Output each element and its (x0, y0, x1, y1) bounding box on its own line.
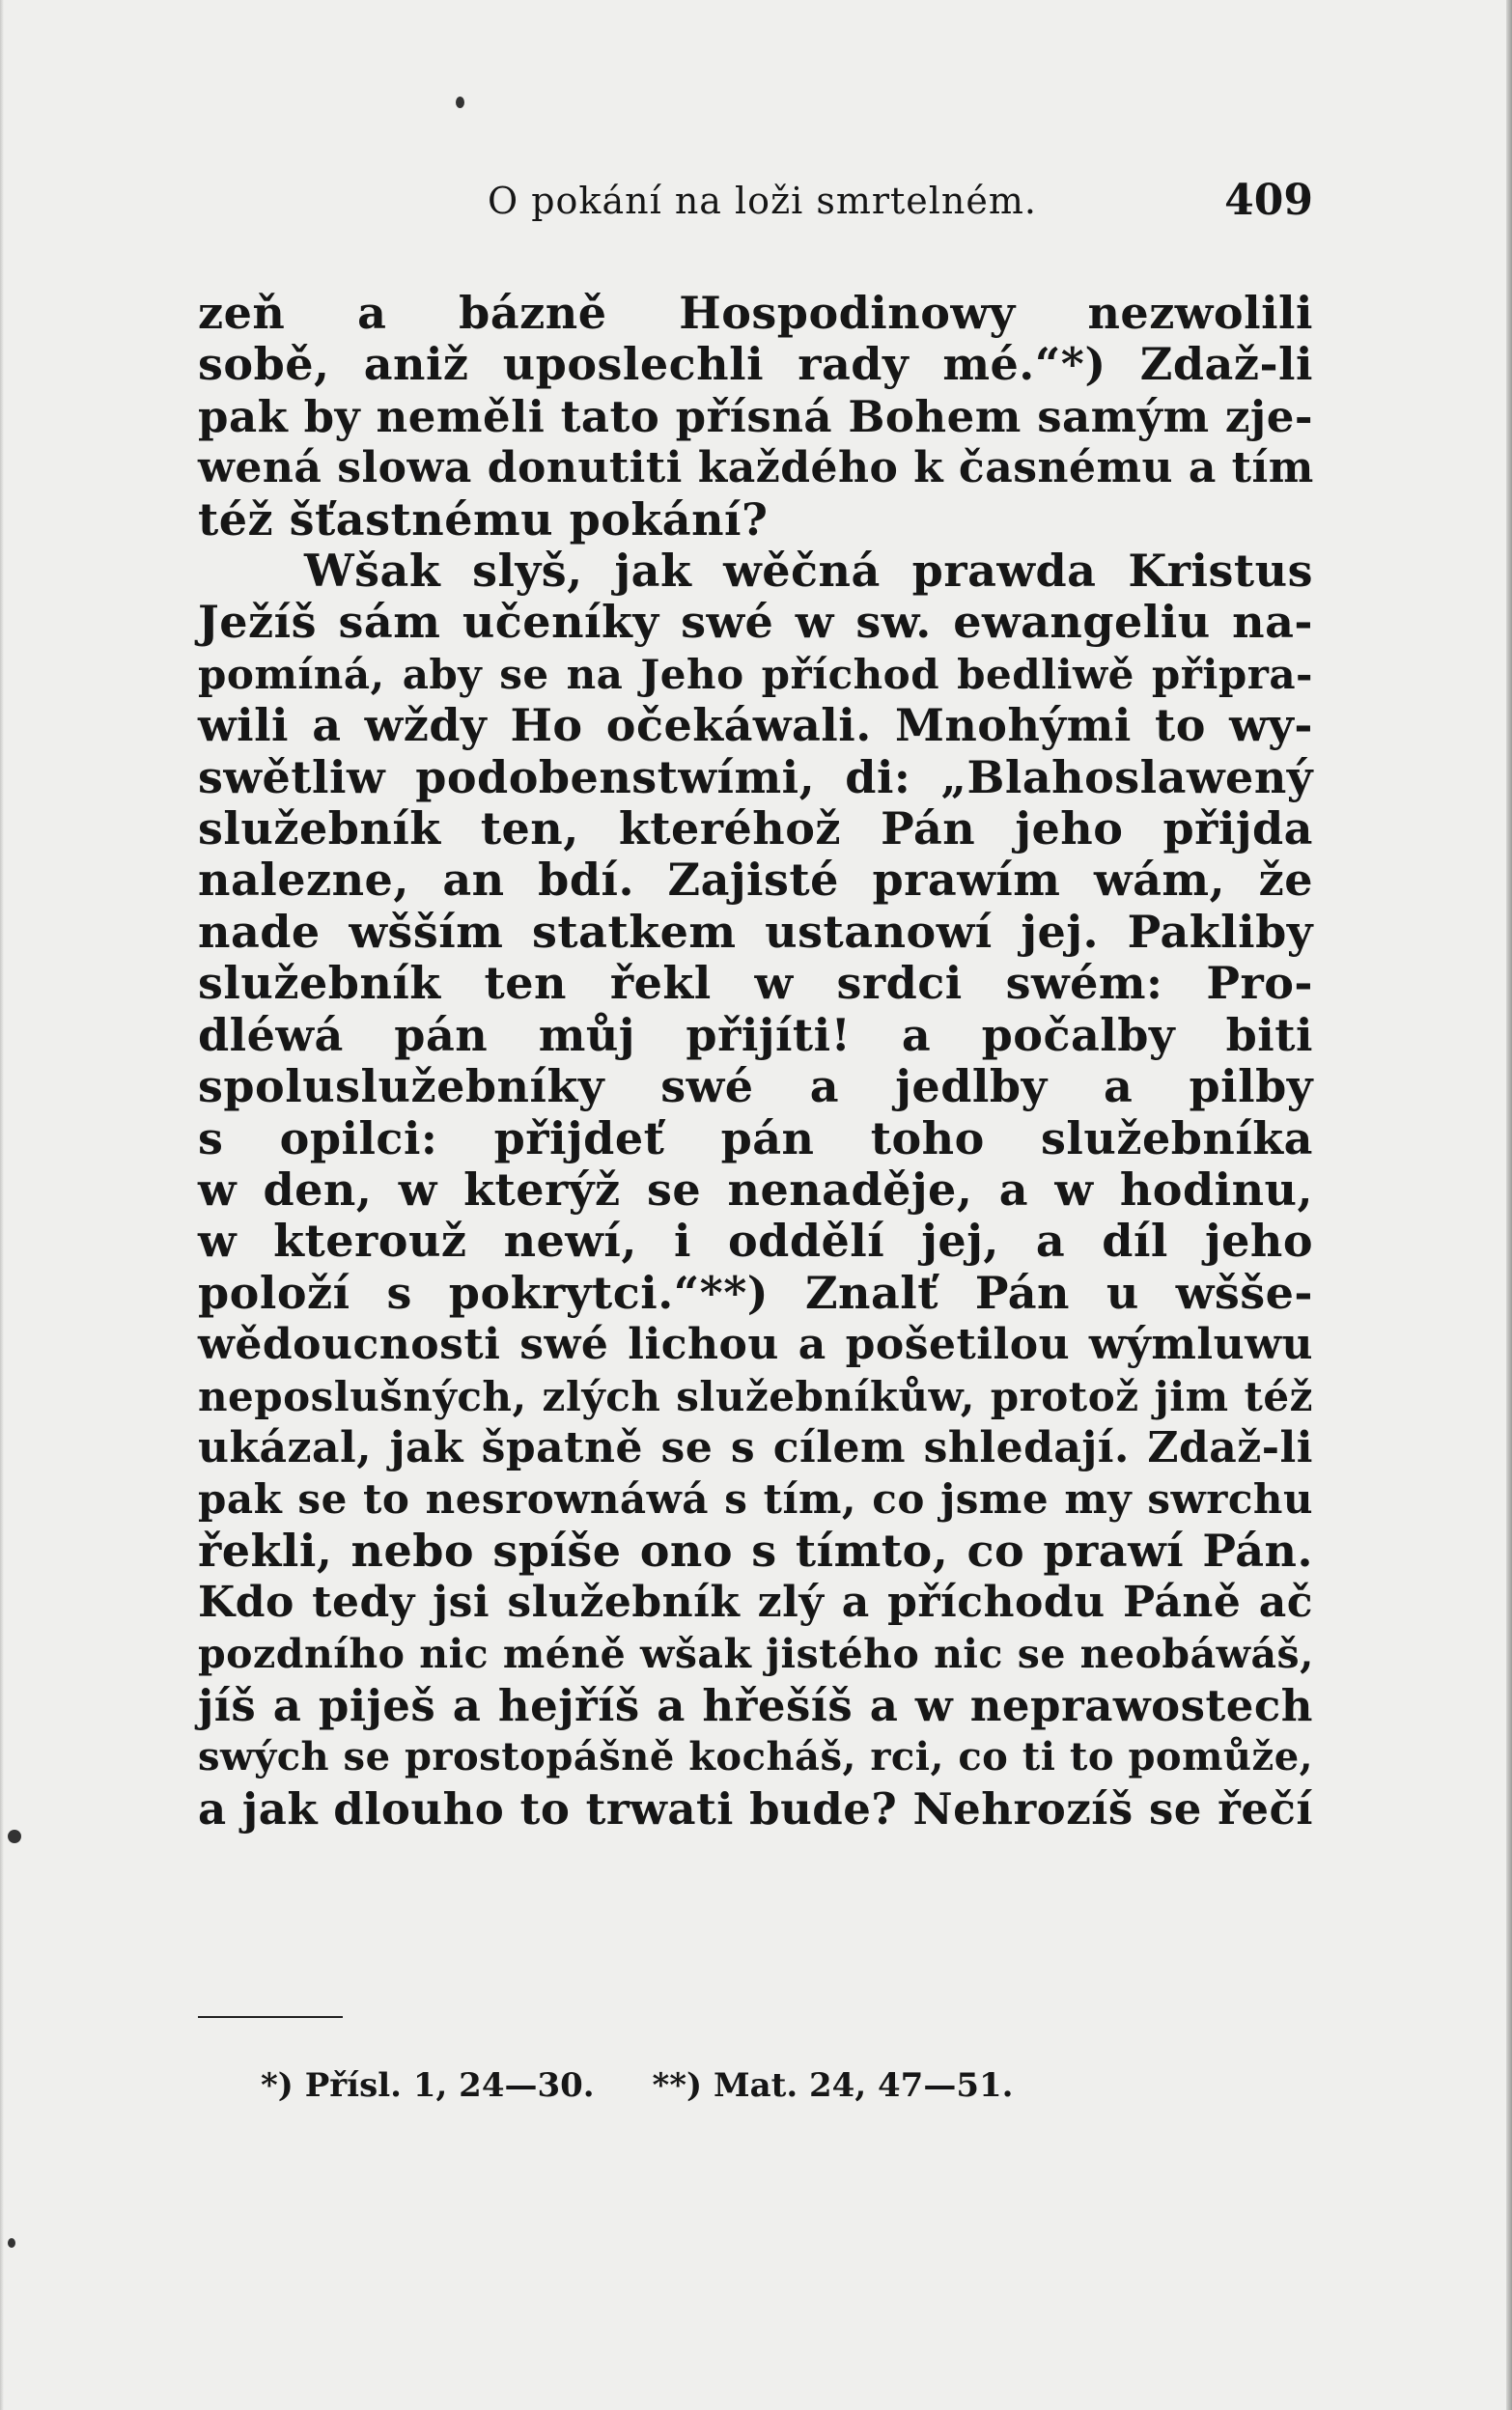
text-line: též šťastnému pokání? (198, 492, 769, 546)
text-line: wili a wždy Ho očekáwali. Mnohými to wy- (198, 699, 1313, 752)
scan-speck (8, 2238, 15, 2248)
footnote: *) Přísl. 1, 24—30. (261, 2066, 595, 2105)
text-line: spoluslužebníky swé a jedlby a pilby (198, 1060, 1313, 1113)
page-header (198, 176, 1313, 238)
text-line: swých se prostopášně kocháš, rci, co ti to pomůže, (198, 1734, 1314, 1780)
text-line: pomíná, aby se na Jeho příchod bedliwě připra- (198, 650, 1313, 698)
text-line: pozdního nic méně wšak jistého nic se neobáwáš, (198, 1630, 1314, 1677)
text-line: wědoucnosti swé lichou a pošetilou wýmluwu (198, 1320, 1313, 1370)
text-line: s opilci: přijdeť pán toho služebníka (198, 1111, 1313, 1164)
text-line: položí s pokrytci.“**) Znalť Pán u wšše- (198, 1266, 1313, 1319)
text-line: pak by neměli tato přísná Bohem samým zje- (198, 390, 1313, 442)
text-line: řekli, nebo spíše ono s tímto, co prawí Pán. (198, 1524, 1313, 1577)
text-line: Kdo tedy jsi služebník zlý a příchodu Páně ač (198, 1578, 1313, 1628)
text-line: jíš a piješ a hejříš a hřešíš a w neprawostech (198, 1679, 1313, 1731)
text-line: Ježíš sám učeníky swé w sw. ewangeliu na- (198, 596, 1313, 649)
footnote: **) Mat. 24, 47—51. (652, 2066, 1014, 2105)
text-line: swětliw podobenstwími, di: „Blahoslawený (198, 750, 1313, 803)
text-line: služebník ten řekl w srdci swém: Pro- (198, 957, 1313, 1010)
text-line: w den, w kterýž se nenaděje, a w hodinu, (198, 1163, 1313, 1216)
text-line: a jak dlouho to trwati bude? Nehrozíš se řečí (198, 1782, 1313, 1835)
text-line: sobě, aniž uposlechli rady mé.“*) Zdaž-li (198, 338, 1313, 391)
text-line: nalezne, an bdí. Zajisté prawím wám, že (198, 854, 1313, 907)
scan-edge-left (0, 0, 4, 2410)
scan-speck (456, 97, 464, 108)
text-line: Wšak slyš, jak wěčná prawda Kristus (304, 545, 1313, 598)
scan-speck (8, 1830, 21, 1843)
text-line: služebník ten, kteréhož Pán jeho přijda (198, 802, 1313, 855)
scan-edge-right (1506, 0, 1512, 2410)
page-number: 409 (1224, 176, 1313, 225)
text-line: ukázal, jak špatně se s cílem shledají. Zdaž-li (198, 1422, 1313, 1472)
footnotes (261, 2066, 1013, 2105)
text-line: nade wšším statkem ustanowí jej. Pakliby (198, 905, 1313, 958)
text-line: neposlušných, zlých služebníkůw, protož jim též (198, 1372, 1313, 1420)
text-line: wená slowa donutiti každého k časnému a tím (198, 443, 1314, 493)
body-text (198, 288, 1313, 1835)
footnote-divider (198, 2016, 343, 2018)
text-line: zeň a bázně Hospodinowy nezwolili (198, 287, 1313, 339)
text-line: dléwá pán můj přijíti! a počalby biti (198, 1008, 1313, 1061)
text-line: w kterouž newí, i oddělí jej, a díl jeho (198, 1215, 1313, 1268)
text-line: pak se to nesrownáwá s tím, co jsme my swrchu (198, 1475, 1313, 1524)
running-title: O pokání na loži smrtelném. (488, 180, 1038, 222)
